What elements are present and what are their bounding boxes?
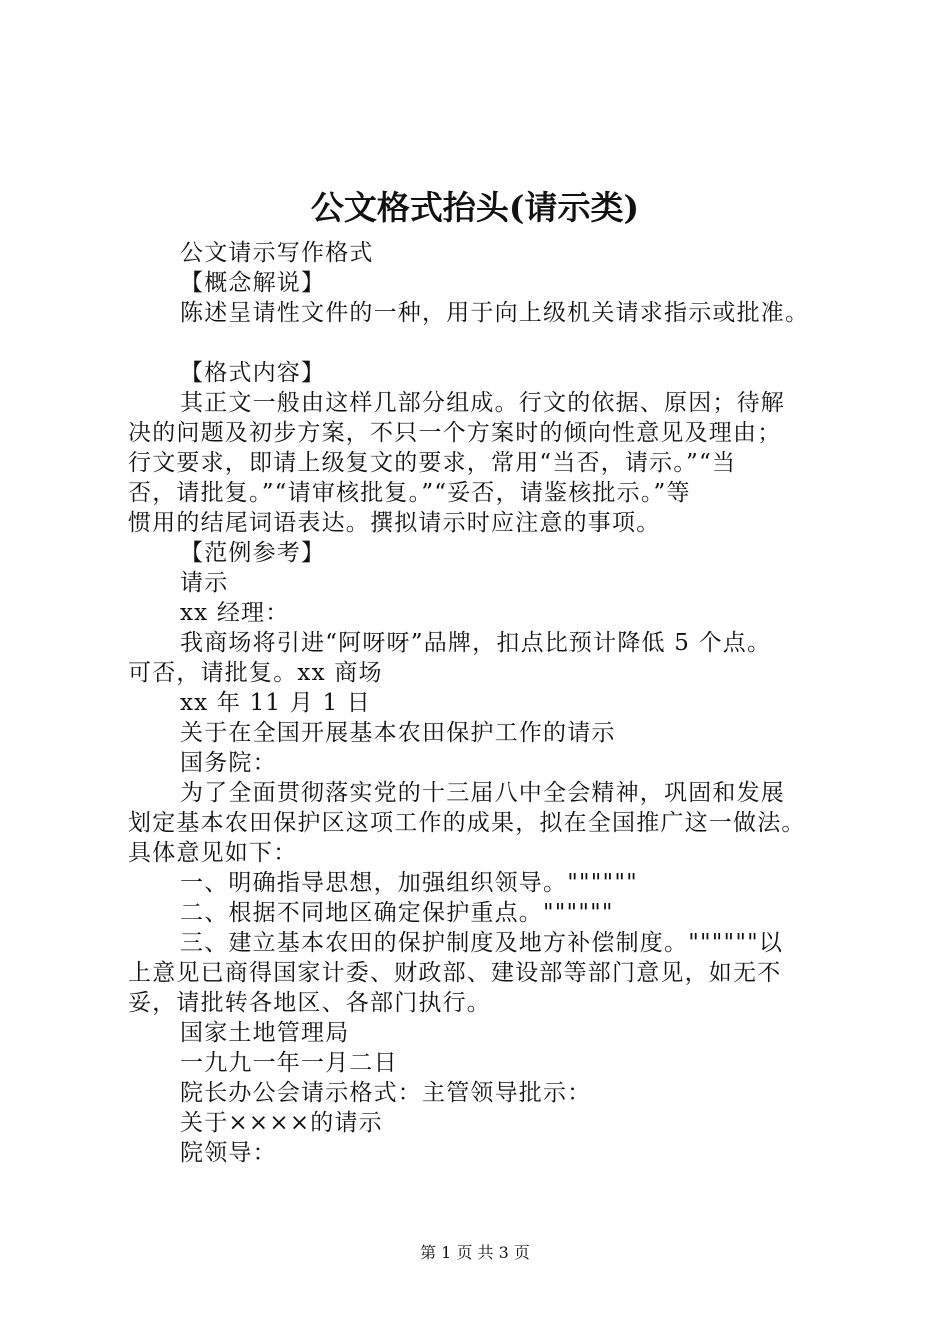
example-salutation: 院领导： [180,1140,277,1166]
paragraph-line: 行文要求，即请上级复文的要求，常用“当否，请示。”“当 [128,450,737,476]
section-heading: 【概念解说】 [180,270,326,296]
paragraph-line: 妥，请批转各地区、各部门执行。 [128,990,491,1016]
paragraph-line: 具体意见如下： [128,840,298,866]
example-title: 关于××××的请示 [180,1110,383,1136]
paragraph-line: 其正文一般由这样几部分组成。行文的依据、原因；待解 [180,390,785,416]
paragraph-line: 可否，请批复。xx 商场 [128,660,383,686]
paragraph-line: 上意见已商得国家计委、财政部、建设部等部门意见，如无不 [128,960,782,986]
example-salutation: xx 经理： [180,600,290,626]
list-item: 三、建立基本农田的保护制度及地方补偿制度。""""""以 [180,930,784,956]
paragraph-gap [128,328,838,358]
example-date: 一九九一年一月二日 [180,1050,398,1076]
example-signature: 国家土地管理局 [180,1020,350,1046]
document-title: 公文格式抬头(请示类) [310,188,640,227]
section-heading: 【格式内容】 [180,360,326,386]
example-salutation: 国务院： [180,750,277,776]
list-item: 二、根据不同地区确定保护重点。"""""" [180,900,614,926]
list-item: 一、明确指导思想，加强组织领导。"""""" [180,870,638,896]
example-date: xx 年 11 月 1 日 [180,690,371,716]
paragraph-line: 惯用的结尾词语表达。撰拟请示时应注意的事项。 [128,510,661,536]
example-title: 关于在全国开展基本农田保护工作的请示 [180,720,616,746]
paragraph-line: 陈述呈请性文件的一种，用于向上级机关请求指示或批准。 [180,300,810,326]
paragraph-line: 我商场将引进“阿呀呀”品牌，扣点比预计降低 5 个点。 [180,630,772,656]
paragraph-line: 否，请批复。”“请审核批复。”“妥否，请鉴核批示。”等 [128,480,691,506]
document-body [128,238,838,1168]
paragraph-line: 决的问题及初步方案，不只一个方案时的倾向性意见及理由； [128,420,782,446]
example-title: 请示 [180,570,229,596]
page-number: 第 1 页 共 3 页 [420,1243,530,1262]
paragraph-line: 为了全面贯彻落实党的十三届八中全会精神，巩固和发展 [180,780,785,806]
paragraph-line: 院长办公会请示格式：主管领导批示： [180,1080,592,1106]
paragraph-line: 划定基本农田保护区这项工作的成果，拟在全国推广这一做法。 [128,810,806,836]
subtitle-line: 公文请示写作格式 [180,240,374,266]
section-heading: 【范例参考】 [180,540,326,566]
